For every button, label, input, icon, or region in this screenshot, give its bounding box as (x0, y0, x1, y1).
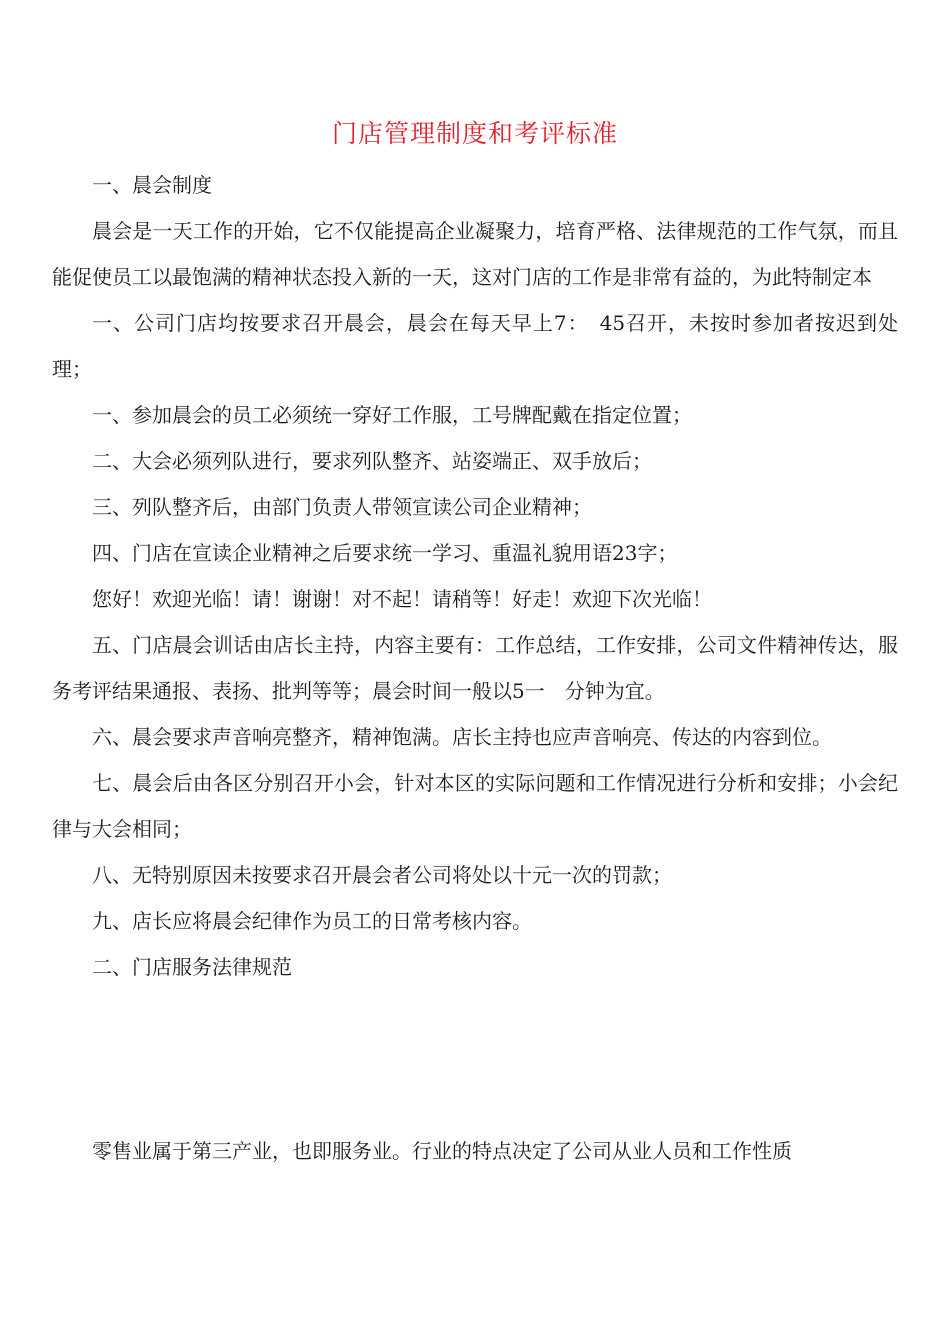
paragraph-polite-phrases: 您好！欢迎光临！请！谢谢！对不起！请稍等！好走！欢迎下次光临！ (92, 587, 712, 611)
paragraph-rule: 二、大会必须列队进行，要求列队整齐、站姿端正、双手放后； (92, 449, 652, 473)
blank-space (52, 990, 898, 1128)
section-heading-service-norms: 二、门店服务法律规范 (92, 955, 292, 979)
paragraph-rule: 四、门店在宣读企业精神之后要求统一学习、重温礼貌用语23字； (92, 541, 678, 565)
paragraph-rule: 五、门店晨会训话由店长主持，内容主要有：工作总结，工作安排，公司文件精神传达，服务考评结果通报、表扬、批判等等；晨会时间一般以5一 分钟为宜。 (52, 633, 898, 703)
paragraph-retail-intro: 零售业属于第三产业，也即服务业。行业的特点决定了公司从业人员和工作性质 (92, 1139, 792, 1163)
paragraph-intro: 晨会是一天工作的开始，它不仅能提高企业凝聚力，培育严格、法律规范的工作气氛，而且能促使员工以最饱满的精神状态投入新的一天，这对门店的工作是非常有益的，为此特制定本 (52, 219, 898, 289)
section-heading-morning-meeting: 一、晨会制度 (92, 173, 212, 197)
paragraph-rule: 七、晨会后由各区分别召开小会，针对本区的实际问题和工作情况进行分析和安排；小会纪律与大会相同； (52, 771, 898, 841)
document-title: 门店管理制度和考评标准 (331, 119, 618, 148)
paragraph-rule: 八、无特别原因未按要求召开晨会者公司将处以十元一次的罚款； (92, 863, 672, 887)
paragraph-rule: 一、参加晨会的员工必须统一穿好工作服，工号牌配戴在指定位置； (92, 403, 692, 427)
paragraph-rule: 三、列队整齐后，由部门负责人带领宣读公司企业精神； (92, 495, 592, 519)
document-body (52, 162, 898, 1174)
paragraph-rule: 九、店长应将晨会纪律作为员工的日常考核内容。 (92, 909, 532, 933)
paragraph-rule: 六、晨会要求声音响亮整齐，精神饱满。店长主持也应声音响亮、传达的内容到位。 (92, 725, 832, 749)
paragraph-rule: 一、公司门店均按要求召开晨会，晨会在每天早上7： 45召开，未按时参加者按迟到处理； (52, 311, 898, 381)
